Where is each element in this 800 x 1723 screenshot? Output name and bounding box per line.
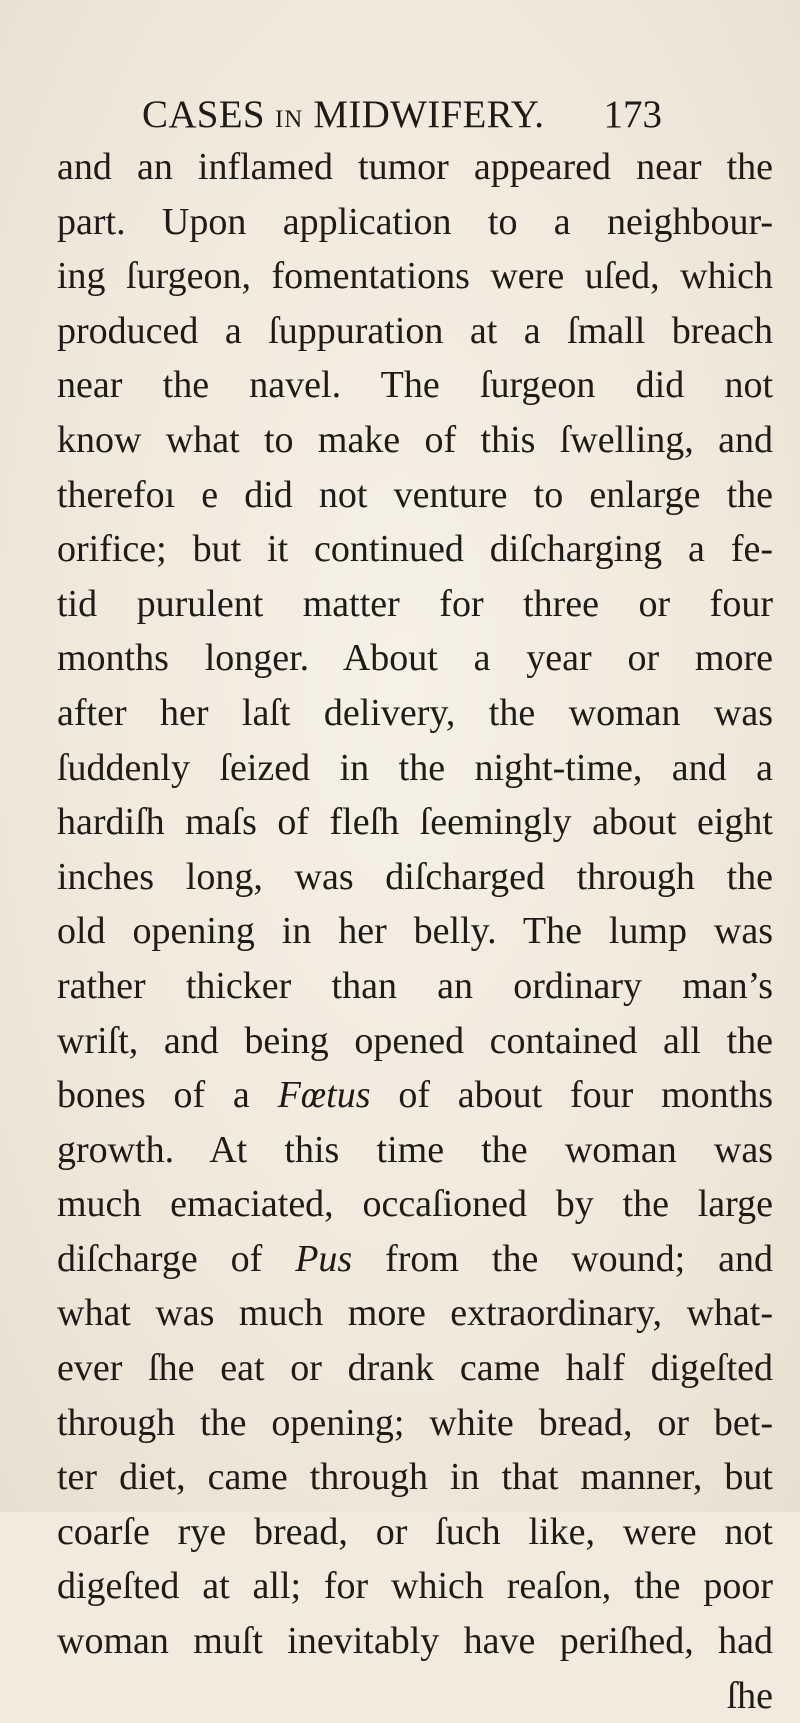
text-line: near the navel. The ſurgeon did not xyxy=(57,364,773,407)
text-line: tid purulent matter for three or four xyxy=(57,582,773,625)
text-line: ter diet, came through in that manner, but xyxy=(57,1456,773,1499)
text-line-foetus xyxy=(57,1068,773,1123)
running-head-in: IN xyxy=(274,106,304,133)
text-line: ſuddenly ſeized in the night-time, and a xyxy=(57,746,773,789)
catchword: ſhe xyxy=(726,1674,773,1717)
italic-term-pus: Pus xyxy=(295,1237,353,1280)
text-line: rather thicker than an ordinary man’s xyxy=(57,964,773,1007)
page-number: 173 xyxy=(603,93,662,136)
text-line: coarſe rye bread, or ſuch like, were not xyxy=(57,1510,773,1553)
text-fragment: diſcharge of xyxy=(57,1237,263,1280)
running-head-cases: CASES xyxy=(142,93,275,136)
running-head-midwifery: MIDWIFERY. xyxy=(303,93,545,136)
running-head xyxy=(142,92,544,137)
text-line-pus xyxy=(57,1232,773,1287)
text-fragment: from the wound; and xyxy=(385,1237,774,1280)
text-line: digeſted at all; for which reaſon, the poor xyxy=(57,1565,773,1608)
text-line: therefoı e did not venture to enlarge the xyxy=(57,473,773,516)
text-line: much emaciated, occaſioned by the large xyxy=(57,1183,773,1226)
italic-term-foetus: Fœtus xyxy=(277,1074,371,1117)
text-line: orifice; but it continued diſcharging a fe- xyxy=(57,528,773,571)
text-line: through the opening; white bread, or bet- xyxy=(57,1401,773,1444)
text-line: know what to make of this ſwelling, and xyxy=(57,418,773,461)
text-line: months longer. About a year or more xyxy=(57,637,773,680)
text-line: and an inflamed tumor appeared near the xyxy=(57,146,773,188)
text-line: ing ſurgeon, fomentations were uſed, which xyxy=(57,255,773,298)
body-text xyxy=(57,140,773,1723)
text-line: inches long, was diſcharged through the xyxy=(57,855,773,898)
text-line: what was much more extraordinary, what- xyxy=(57,1292,773,1335)
text-line: produced a ſuppuration at a ſmall breach xyxy=(57,309,773,352)
text-line: part. Upon application to a neighbour- xyxy=(57,200,773,243)
text-line: woman muſt inevitably have periſhed, had xyxy=(57,1620,773,1663)
text-line: old opening in her belly. The lump was xyxy=(57,910,773,953)
text-fragment: bones of a xyxy=(57,1074,250,1117)
text-line: ever ſhe eat or drank came half digeſted xyxy=(57,1347,773,1390)
text-line: hardiſh maſs of fleſh ſeemingly about eight xyxy=(57,801,773,844)
text-fragment: of about four months xyxy=(398,1074,774,1117)
page-header xyxy=(142,92,662,144)
text-line: after her laſt delivery, the woman was xyxy=(57,691,773,734)
text-line: growth. At this time the woman was xyxy=(57,1128,773,1171)
text-line: wriſt, and being opened contained all the xyxy=(57,1019,773,1062)
